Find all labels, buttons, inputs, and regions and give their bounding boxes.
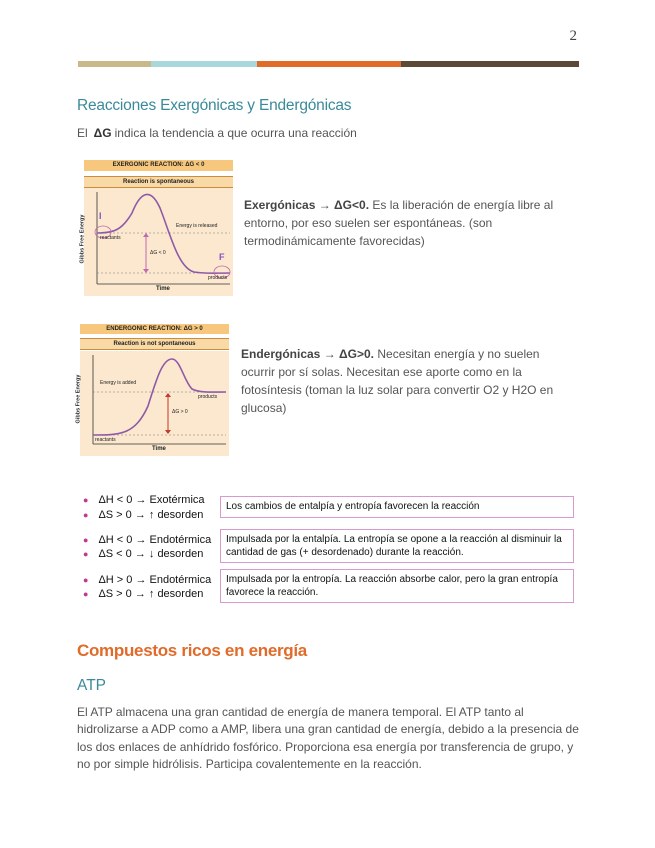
bullet-dot: ●: [83, 495, 89, 505]
endergonic-description: [241, 345, 576, 417]
endergonic-products-label: products: [198, 394, 218, 400]
intro-symbol: ΔG: [93, 126, 112, 140]
endergonic-y-axis-label: Gibbs Free Energy: [75, 374, 82, 424]
exergonic-marker-i: I: [99, 211, 102, 221]
endergonic-diagram-subtitle: Reaction is not spontaneous: [80, 338, 229, 350]
thermo-row-2-text-1: ΔH < 0 → Endotérmica: [98, 534, 212, 546]
exergonic-products-label: products: [208, 275, 228, 281]
bullet-dot: ●: [83, 575, 89, 585]
header-color-bar: [78, 61, 579, 67]
endergonic-condition: → ΔG>0.: [323, 347, 375, 361]
thermo-row-3-line-1: [83, 574, 211, 586]
intro-sentence: [77, 126, 357, 140]
exergonic-description-text: Es la liberación de energía libre al entorno, por eso suelen ser espontáneas. (son termodinámicamente favorecidas): [244, 198, 554, 248]
exergonic-diagram-subtitle: Reaction is spontaneous: [84, 176, 233, 188]
exergonic-term: Exergónicas: [244, 198, 316, 212]
page-number: 2: [569, 28, 577, 44]
thermo-row-2-line-1: [83, 534, 211, 546]
exergonic-y-axis-label: Gibbs Free Energy: [79, 214, 86, 264]
color-bar-segment: [151, 61, 257, 67]
thermo-row-2-explanation: Impulsada por la entalpía. La entropía se opone a la reacción al disminuir la cantidad de gas (+ desordenado) durante la reacción.: [220, 529, 574, 563]
thermo-row-3-line-2: [83, 588, 203, 600]
thermo-row-1-explanation: Los cambios de entalpía y entropía favorecen la reacción: [220, 496, 574, 518]
intro-prefix: El: [77, 126, 88, 140]
thermo-row-1-text-2: ΔS > 0 → ↑ desorden: [98, 509, 204, 521]
endergonic-reactants-label: reactants: [95, 437, 116, 443]
exergonic-diagram: [79, 160, 233, 296]
endergonic-diagram-title: ENDERGONIC REACTION: ΔG > 0: [80, 324, 229, 334]
bullet-dot: ●: [83, 549, 89, 559]
thermo-row-3-text-1: ΔH > 0 → Endotérmica: [98, 574, 212, 586]
endergonic-plot-area: [75, 351, 229, 456]
endergonic-delta-label: ΔG > 0: [172, 409, 188, 415]
thermo-row-1-text-1: ΔH < 0 → Exotérmica: [98, 494, 205, 506]
endergonic-diagram: [75, 322, 229, 456]
exergonic-description: [244, 196, 579, 250]
color-bar-segment: [401, 61, 579, 67]
exergonic-reactants-label: reactants: [100, 235, 121, 241]
exergonic-plot-area: [79, 188, 233, 296]
section-heading-compuestos: Compuestos ricos en energía: [77, 641, 307, 660]
exergonic-delta-label: ΔG < 0: [150, 250, 166, 256]
bullet-dot: ●: [83, 510, 89, 520]
atp-paragraph: El ATP almacena una gran cantidad de energía de manera temporal. El ATP tanto al hidrolizarse a ADP como a AMP, libera una gran cantidad de energía, debido a la presencia de los dos enlaces de anhídrido fosfórico. Proporciona esa energía por transferencia de grupo, y no por simple hidrólisis. Participa covalentemente en la reacción.: [77, 705, 579, 772]
thermo-row-2-line-2: [83, 548, 203, 560]
bullet-dot: ●: [83, 589, 89, 599]
exergonic-condition: → ΔG<0.: [318, 198, 370, 212]
exergonic-x-axis-label: Time: [156, 286, 170, 292]
thermo-row-3-text-2: ΔS > 0 → ↑ desorden: [98, 588, 204, 600]
color-bar-segment: [78, 61, 151, 67]
thermo-row-2-text-2: ΔS < 0 → ↓ desorden: [98, 548, 204, 560]
thermo-row-1-line-2: [83, 509, 203, 521]
color-bar-segment: [257, 61, 401, 67]
endergonic-term: Endergónicas: [241, 347, 321, 361]
endergonic-x-axis-label: Time: [152, 446, 166, 452]
exergonic-diagram-title: EXERGONIC REACTION: ΔG < 0: [84, 160, 233, 171]
subheading-atp: ATP: [77, 677, 106, 694]
thermo-row-3-explanation: Impulsada por la entropía. La reacción absorbe calor, pero la gran entropía favorece la reacción.: [220, 569, 574, 603]
exergonic-marker-f: F: [219, 252, 225, 262]
intro-suffix: indica la tendencia a que ocurra una reacción: [114, 126, 357, 140]
endergonic-description-text: Necesitan energía y no suelen ocurrir por sí solas. Necesitan ese aporte como en la fotosíntesis (toman la luz solar para convertir O2 y H2O en glucosa): [241, 347, 554, 415]
exergonic-released-label: Energy is released: [176, 223, 218, 229]
thermo-row-1-line-1: [83, 494, 205, 506]
endergonic-added-label: Energy is added: [100, 380, 137, 386]
section-heading-reacciones: Reacciones Exergónicas y Endergónicas: [77, 97, 352, 114]
bullet-dot: ●: [83, 535, 89, 545]
